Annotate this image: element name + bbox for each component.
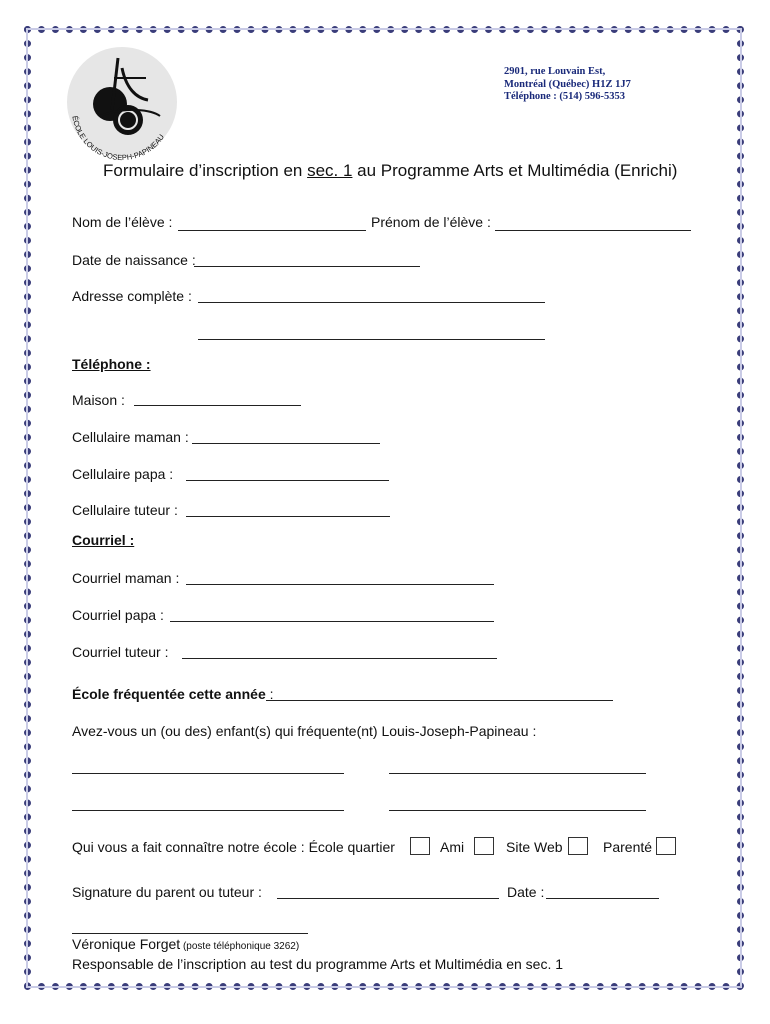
phone-heading: Téléphone :: [72, 356, 151, 372]
contact-name: [72, 936, 299, 952]
birth-date-field[interactable]: [194, 266, 420, 267]
guardian-email-label: Courriel tuteur :: [72, 644, 169, 660]
checkbox-friend[interactable]: [474, 837, 494, 855]
checkbox-family[interactable]: [656, 837, 676, 855]
father-email-field[interactable]: [170, 621, 494, 622]
form-title: [103, 161, 677, 181]
school-address: [504, 66, 631, 104]
mother-cell-field[interactable]: [192, 443, 380, 444]
current-school-label: [72, 686, 274, 702]
address-label: Adresse complète :: [72, 288, 192, 304]
option-family-label: Parenté: [603, 839, 653, 855]
title-level: sec. 1: [307, 161, 353, 180]
checkbox-ecole-quartier[interactable]: [410, 837, 430, 855]
address-line-1: 2901, rue Louvain Est,: [504, 66, 606, 77]
option-website-label: Site Web: [506, 839, 563, 855]
date-field[interactable]: [546, 898, 659, 899]
birth-date-label: Date de naissance :: [72, 252, 196, 268]
option-friend-label: Ami: [440, 839, 465, 855]
address-field-2[interactable]: [198, 339, 545, 340]
current-school-text: École fréquentée cette année: [72, 686, 266, 702]
address-field-1[interactable]: [198, 302, 545, 303]
student-last-name-field[interactable]: [178, 230, 366, 231]
home-phone-field[interactable]: [134, 405, 301, 406]
sibling-field-3[interactable]: [72, 810, 344, 811]
logo-text: ÉCOLE LOUIS-JOSEPH-PAPINEAU: [70, 115, 167, 163]
mother-cell-label: Cellulaire maman :: [72, 429, 189, 445]
home-phone-label: Maison :: [72, 392, 125, 408]
contact-role: Responsable de l’inscription au test du programme Arts et Multimédia en sec. 1: [72, 956, 564, 972]
father-email-label: Courriel papa :: [72, 607, 164, 623]
mother-email-label: Courriel maman :: [72, 570, 180, 586]
email-heading: Courriel :: [72, 532, 135, 548]
signature-field[interactable]: [277, 898, 499, 899]
address-line-2: Montréal (Québec) H1Z 1J7: [504, 78, 631, 90]
date-label: Date :: [507, 884, 545, 900]
student-first-name-label: Prénom de l’élève :: [371, 214, 491, 230]
footer-divider: [72, 933, 308, 934]
guardian-cell-field[interactable]: [186, 516, 390, 517]
father-cell-field[interactable]: [186, 480, 389, 481]
school-logo: [56, 38, 186, 168]
current-school-field[interactable]: [266, 700, 613, 701]
signature-label: Signature du parent ou tuteur :: [72, 884, 262, 900]
contact-name-text: Véronique Forget: [72, 936, 181, 952]
sibling-field-4[interactable]: [389, 810, 646, 811]
checkbox-website[interactable]: [568, 837, 588, 855]
current-school-colon: :: [265, 686, 274, 702]
father-cell-label: Cellulaire papa :: [72, 466, 174, 482]
title-suffix: au Programme Arts et Multimédia (Enrichi): [352, 161, 678, 180]
siblings-question: Avez-vous un (ou des) enfant(s) qui fréquente(nt) Louis-Joseph-Papineau :: [72, 723, 537, 739]
student-last-name-label: Nom de l’élève :: [72, 214, 173, 230]
contact-extension: (poste téléphonique 3262): [180, 941, 300, 952]
guardian-email-field[interactable]: [182, 658, 497, 659]
referral-question: Qui vous a fait connaître notre école : École quartier: [72, 839, 395, 855]
student-first-name-field[interactable]: [495, 230, 691, 231]
title-prefix: Formulaire d’inscription en: [103, 161, 308, 180]
mother-email-field[interactable]: [186, 584, 494, 585]
sibling-field-1[interactable]: [72, 773, 344, 774]
guardian-cell-label: Cellulaire tuteur :: [72, 502, 178, 518]
sibling-field-2[interactable]: [389, 773, 646, 774]
school-phone: Téléphone : (514) 596-5353: [504, 91, 626, 102]
